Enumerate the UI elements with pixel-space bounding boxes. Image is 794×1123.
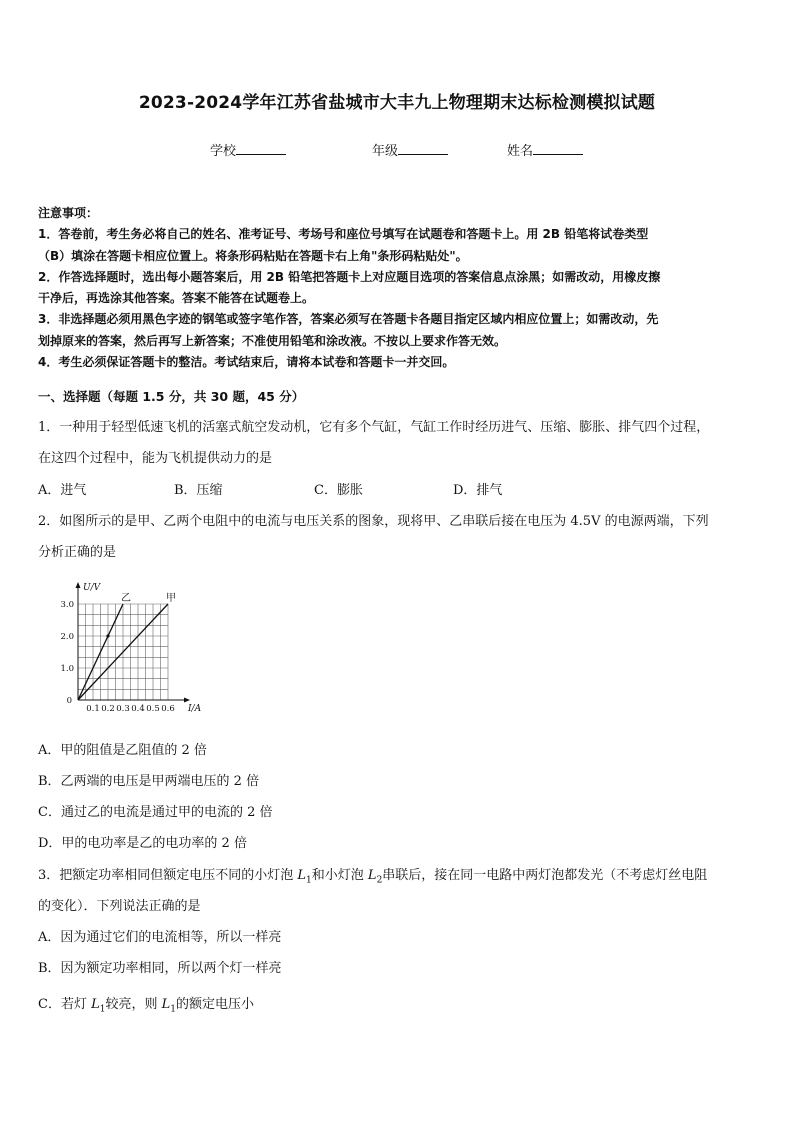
q1-stem-line1: 1．一种用于轻型低速飞机的活塞式航空发动机，它有多个气缸，气缸工作时经历进气、压缩、膨胀、排气四个过程， — [38, 420, 710, 435]
x-tick-label: 0.6 — [161, 704, 175, 714]
q3-stem-part: 串联后，接在同一电路中两灯泡都发光（不考虑灯丝电阻 — [382, 868, 708, 883]
grade-label: 年级 — [372, 144, 399, 159]
q3-option-c[interactable] — [38, 993, 254, 1015]
x-tick-label: 0.5 — [146, 704, 160, 714]
notice-line: 1．答卷前，考生务必将自己的姓名、准考证号、考场号和座位号填写在试题卷和答题卡上。用 2B 铅笔将试卷类型 — [38, 227, 649, 242]
notice-line: 2．作答选择题时，选出每小题答案后，用 2B 铅笔把答题卡上对应题目选项的答案信息点涂黑；如需改动，用橡皮擦 — [38, 269, 661, 284]
q3-option-c-part: C．若灯 — [38, 997, 92, 1012]
notice-line: 干净后，再选涂其他答案。答案不能答在试题卷上。 — [38, 291, 315, 306]
x-tick-label: 0.2 — [101, 704, 115, 714]
y-tick-label: 3.0 — [60, 600, 74, 610]
grade-blank[interactable] — [398, 142, 448, 155]
q3-stem-line2: 的变化）．下列说法正确的是 — [38, 899, 201, 914]
q1-option-c[interactable]: C．膨胀 — [314, 483, 363, 498]
x-axis-label: I/A — [188, 704, 202, 714]
y-tick-label: 2.0 — [60, 632, 74, 642]
school-label: 学校 — [210, 144, 237, 159]
u-i-graph — [50, 572, 240, 722]
school-field — [210, 140, 286, 159]
grade-field — [372, 140, 448, 159]
q3-option-c-lamp-sub: 1 — [170, 1004, 176, 1015]
notice-heading: 注意事项： — [38, 206, 99, 220]
q1-option-d[interactable]: D．排气 — [453, 483, 503, 498]
x-axis-arrow — [184, 698, 190, 703]
q2-stem-line1: 2．如图所示的是甲、乙两个电阻中的电流与电压关系的图象，现将甲、乙串联后接在电压为 4.5V 的电源两端，下列 — [38, 514, 709, 529]
q3-stem-part: 和小灯泡 — [311, 868, 368, 883]
notice-line: 4．考生必须保证答题卡的整洁。考试结束后，请将本试卷和答题卡一并交回。 — [38, 355, 455, 370]
q2-stem-line2: 分析正确的是 — [38, 545, 117, 560]
y-axis-arrow — [76, 582, 81, 588]
q3-stem-line1 — [38, 864, 707, 886]
notice-line: 3．非选择题必须用黑色字迹的钢笔或签字笔作答，答案必须写在答题卡各题目指定区域内相应位置上；如需改动，先 — [38, 312, 659, 327]
q1-option-b[interactable]: B．压缩 — [174, 483, 223, 498]
exam-title: 2023-2024学年江苏省盐城市大丰九上物理期末达标检测模拟试题 — [138, 93, 656, 113]
y-axis-label: U/V — [83, 583, 101, 593]
notice-line: （B）填涂在答题卡相应位置上。将条形码粘贴在答题卡右上角"条形码粘贴处"。 — [38, 248, 468, 263]
origin-label: 0 — [66, 696, 72, 706]
q1-stem-line2: 在这四个过程中，能为飞机提供动力的是 — [38, 451, 273, 466]
notice-block — [38, 203, 758, 373]
series-label-1: 甲 — [166, 593, 176, 604]
q3-lamp-l2-sub: 2 — [376, 875, 383, 886]
q3-option-c-lamp: L — [161, 997, 171, 1012]
q2-option-d[interactable]: D．甲的电功率是乙的电功率的 2 倍 — [38, 836, 247, 851]
name-field — [507, 140, 583, 159]
q3-lamp-l2: L — [367, 868, 377, 883]
section-heading: 一、选择题（每题 1.5 分，共 30 题，45 分） — [38, 389, 305, 404]
x-tick-label: 0.1 — [86, 704, 100, 714]
q3-option-c-part: 较亮，则 — [105, 997, 162, 1012]
q3-option-b[interactable]: B．因为额定功率相同，所以两个灯一样亮 — [38, 961, 282, 976]
name-blank[interactable] — [533, 142, 583, 155]
q3-lamp-l1: L — [297, 868, 307, 883]
q2-option-a[interactable]: A．甲的阻值是乙阻值的 2 倍 — [38, 743, 207, 758]
q3-option-c-lamp: L — [91, 997, 100, 1012]
x-tick-label: 0.3 — [116, 704, 130, 714]
q3-option-c-part: 的额定电压小 — [175, 997, 254, 1012]
q3-option-a[interactable]: A．因为通过它们的电流相等，所以一样亮 — [38, 930, 282, 945]
q2-option-b[interactable]: B．乙两端的电压是甲两端电压的 2 倍 — [38, 774, 260, 789]
x-tick-label: 0.4 — [131, 704, 145, 714]
q3-stem-part: 3．把额定功率相同但额定电压不同的小灯泡 — [38, 868, 298, 883]
q3-option-c-lamp-sub: 1 — [99, 1004, 106, 1015]
q1-option-a[interactable]: A．进气 — [38, 483, 87, 498]
chart-labels — [60, 583, 201, 714]
school-blank[interactable] — [236, 142, 286, 155]
data-point — [106, 634, 109, 637]
name-label: 姓名 — [507, 144, 534, 159]
notice-line: 划掉原来的答案，然后再写上新答案；不准使用铅笔和涂改液。不按以上要求作答无效。 — [38, 333, 507, 348]
q3-lamp-l1-sub: 1 — [306, 875, 312, 886]
q2-option-c[interactable]: C．通过乙的电流是通过甲的电流的 2 倍 — [38, 805, 273, 820]
y-tick-label: 1.0 — [60, 664, 74, 674]
series-label-0: 乙 — [121, 593, 131, 604]
